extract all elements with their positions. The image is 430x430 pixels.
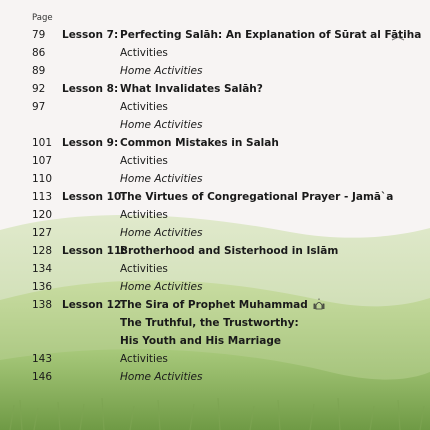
home-activities-label: Home Activities bbox=[120, 227, 203, 239]
activities-label: Activities bbox=[120, 101, 168, 113]
home-activities-label: Home Activities bbox=[120, 281, 203, 293]
lesson-label: Lesson 8: bbox=[62, 83, 119, 95]
page-number: 97 bbox=[32, 101, 46, 113]
lesson-title: What Invalidates Salāh? bbox=[120, 83, 263, 95]
page-number: 138 bbox=[32, 299, 53, 311]
lesson-title: Perfecting Salāh: An Explanation of Sūrat al Fātiha bbox=[120, 29, 422, 41]
page-number: 146 bbox=[32, 371, 53, 383]
lesson-title: Brotherhood and Sisterhood in Islām bbox=[120, 245, 339, 257]
page-number: 113 bbox=[32, 191, 53, 203]
activities-label: Activities bbox=[120, 263, 168, 275]
page-number: 86 bbox=[32, 47, 46, 59]
page-number: 143 bbox=[32, 353, 53, 365]
page-number: 107 bbox=[32, 155, 53, 167]
lesson-subtitle: The Truthful, the Trustworthy: bbox=[120, 317, 299, 329]
home-activities-label: Home Activities bbox=[120, 119, 203, 131]
page-number: 110 bbox=[32, 173, 53, 185]
activities-label: Activities bbox=[120, 155, 168, 167]
page-number: 136 bbox=[32, 281, 53, 293]
lesson-label: Lesson 7: bbox=[62, 29, 119, 41]
lesson-title-text: The Sira of Prophet Muhammad bbox=[120, 299, 308, 311]
page-number: 128 bbox=[32, 245, 53, 257]
home-activities-label: Home Activities bbox=[120, 65, 203, 77]
lesson-title: The Virtues of Congregational Prayer - Jamā`a bbox=[120, 191, 394, 203]
lesson-label: Lesson 9: bbox=[62, 137, 119, 149]
lesson-subtitle: His Youth and His Marriage bbox=[120, 335, 282, 347]
lesson-label: Lesson 11: bbox=[62, 245, 126, 257]
page-column-header: Page bbox=[32, 13, 53, 23]
lesson-label: Lesson 12: bbox=[62, 299, 126, 311]
mosque-icon bbox=[312, 298, 326, 316]
page-number: 92 bbox=[32, 83, 46, 95]
activities-label: Activities bbox=[120, 47, 168, 59]
home-activities-label: Home Activities bbox=[120, 371, 203, 383]
page-number: 120 bbox=[32, 209, 53, 221]
lesson-label: Lesson 10: bbox=[62, 191, 126, 203]
home-activities-label: Home Activities bbox=[120, 173, 203, 185]
lesson-title bbox=[120, 296, 326, 316]
page-number: 127 bbox=[32, 227, 53, 239]
page-number: 134 bbox=[32, 263, 53, 275]
activities-label: Activities bbox=[120, 209, 168, 221]
activities-label: Activities bbox=[120, 353, 168, 365]
page-number: 79 bbox=[32, 29, 46, 41]
page-number: 89 bbox=[32, 65, 46, 77]
lesson-title: Common Mistakes in Salah bbox=[120, 137, 279, 149]
page-number: 101 bbox=[32, 137, 53, 149]
